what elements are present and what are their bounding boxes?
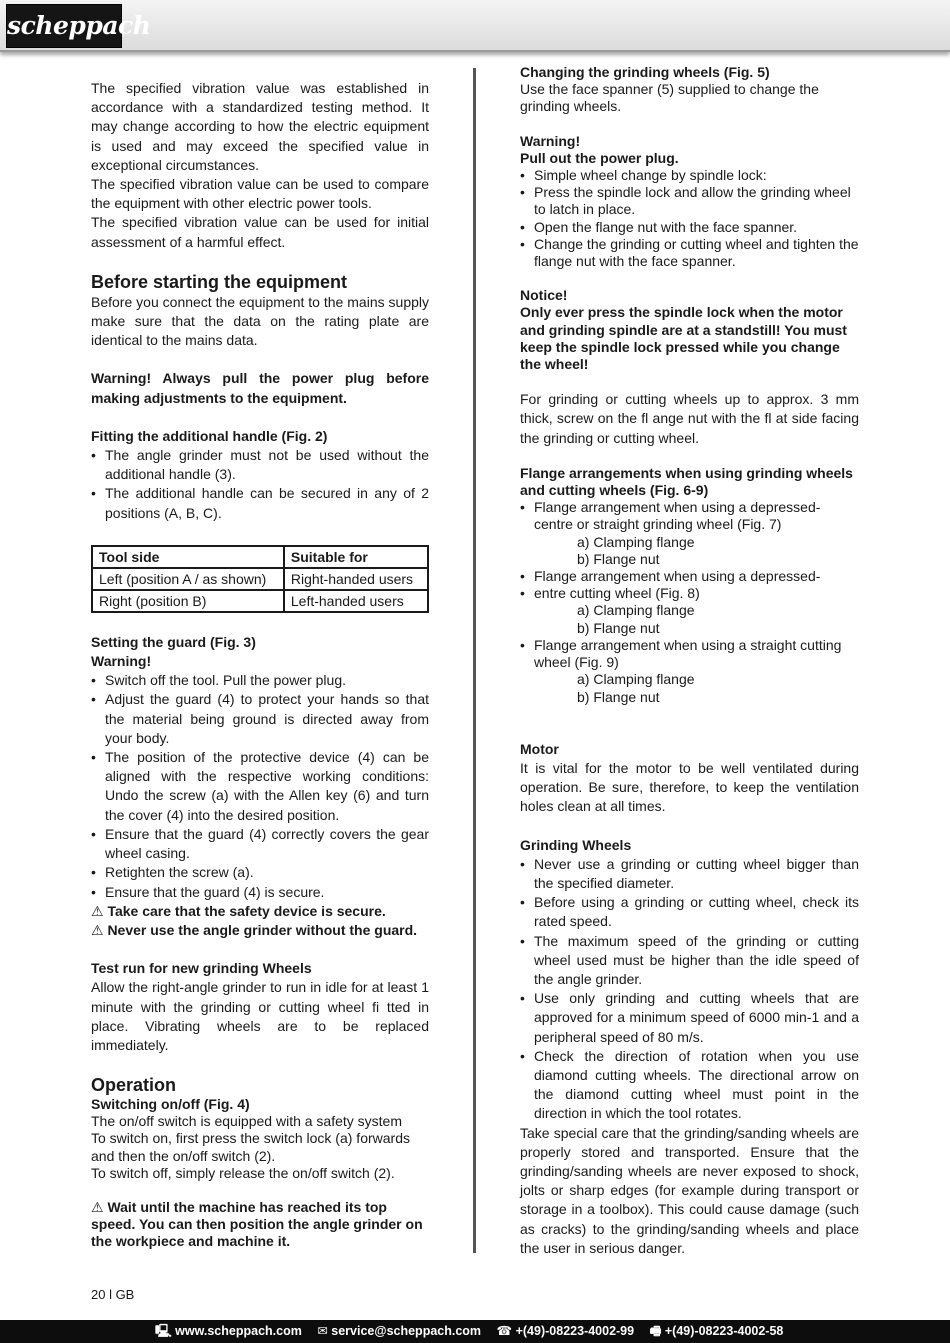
section-heading-before-starting: Before starting the equipment <box>91 271 348 292</box>
list-item: • entre cutting wheel (Fig. 8) <box>520 585 859 602</box>
switch-line: To switch off, simply release the on/off switch (2). <box>91 1164 395 1181</box>
table-row <box>92 568 428 590</box>
changing-warning-sub: Pull out the power plug. <box>520 149 679 166</box>
guard-list <box>91 671 429 901</box>
computer-icon: 🖳 <box>155 1324 172 1338</box>
guard-warning: Warning! <box>91 653 152 670</box>
table-header-tool-side: Tool side <box>92 546 284 568</box>
list-item: • The maximum speed of the grinding or cutting wheel used must be higher than the idle speed of the angle grinder. <box>520 932 859 990</box>
list-item: • Flange arrangement when using a depressed-centre or straight grinding wheel (Fig. 7) <box>520 499 859 533</box>
table-header-row <box>92 546 428 568</box>
table-cell: Right (position B) <box>92 590 284 612</box>
list-item: • Flange arrangement when using a straight cutting wheel (Fig. 9) <box>520 637 859 671</box>
list-item: • Ensure that the guard (4) correctly covers the gear wheel casing. <box>91 825 429 863</box>
switch-line: The on/off switch is equipped with a safety system <box>91 1113 403 1130</box>
wheels-heading: Grinding Wheels <box>520 836 632 853</box>
switch-warning: ⚠ Wait until the machine has reached its top speed. You can then position the angle grinder on the workpiece and machine it. <box>91 1198 423 1250</box>
page-number: 20 l GB <box>91 1287 135 1302</box>
before-starting-warning: Warning! Always pull the power plug before making adjustments to the equipment. <box>91 370 429 406</box>
motor-heading: Motor <box>520 740 559 757</box>
vibration-paragraph-3: The specified vibration value can be used for initial assessment of a harmful effect. <box>91 214 429 250</box>
list-item: • Switch off the tool. Pull the power plug. <box>91 671 429 690</box>
list-item: • The additional handle can be secured in any of 2 positions (A, B, C). <box>91 484 429 522</box>
footer-fax: +(49)-08223-4002-58 <box>664 1324 784 1338</box>
handle-table <box>91 545 429 613</box>
list-item: • Flange arrangement when using a depressed- <box>520 568 859 585</box>
list-item: • Never use a grinding or cutting wheel bigger than the specified diameter. <box>520 855 859 893</box>
before-starting-text: Before you connect the equipment to the mains supply make sure that the data on the rating plate are identical to the mains data. <box>91 293 429 349</box>
motor-text: It is vital for the motor to be well ventilated during operation. Be sure, therefore, to keep the ventilation holes clean at all times. <box>520 759 859 815</box>
list-item: • Ensure that the guard (4) is secure. <box>91 883 429 902</box>
list-item: • Change the grinding or cutting wheel and tighten the flange nut with the face spanner. <box>520 236 859 270</box>
column-divider <box>473 68 476 1253</box>
list-item: • The position of the protective device (4) can be aligned with the respective working conditions: Undo the screw (a) with the Allen key (6) and turn the cover (4) into the desired position. <box>91 748 429 825</box>
changing-heading: Changing the grinding wheels (Fig. 5) <box>520 64 770 80</box>
table-cell: Left (position A / as shown) <box>92 568 284 590</box>
vibration-paragraph-2: The specified vibration value can be used to compare the equipment with other electric power tools. <box>91 176 429 212</box>
guard-heading: Setting the guard (Fig. 3) <box>91 633 256 650</box>
vibration-paragraph-1: The specified vibration value was established in accordance with a standardized testing method. It may change according to how the electric equipment is used and may exceed the specified value in exceptional circumstances. <box>91 80 429 173</box>
wheels-storage-text: Take special care that the grinding/sanding wheels are properly stored and transported. Ensure that the grinding/sanding wheels are never exposed to shock, jolts or sharp edges (for example during transport or storage in a toolbox). This could cause damage (such as cracks) to the grinding/sanding wheels and place the user in serious danger. <box>520 1124 859 1256</box>
phone-icon: ☎ <box>496 1324 513 1338</box>
flange-nut: b) Flange nut <box>577 550 660 567</box>
list-item: • Check the direction of rotation when you use diamond cutting wheels. The directional arrow on the diamond cutting wheel must point in the direction in which the tool rotates. <box>520 1047 859 1124</box>
flange-list <box>520 637 859 671</box>
notice-text: Only ever press the spindle lock when the motor and grinding spindle are at a standstill! You must keep the spindle lock pressed while you change the wheel! <box>520 304 847 373</box>
switch-heading: Switching on/off (Fig. 4) <box>91 1096 250 1113</box>
flange-clamping: a) Clamping flange <box>577 671 695 688</box>
email-icon: ✉ <box>317 1324 328 1338</box>
list-item: • Open the flange nut with the face spanner. <box>520 219 859 236</box>
table-cell: Right-handed users <box>284 568 428 590</box>
list-item: • Press the spindle lock and allow the grinding wheel to latch in place. <box>520 184 859 218</box>
flange-clamping: a) Clamping flange <box>577 602 695 619</box>
table-header-suitable-for: Suitable for <box>284 546 428 568</box>
footer-phone: +(49)-08223-4002-99 <box>515 1324 635 1338</box>
table-cell: Left-handed users <box>284 590 428 612</box>
list-item: • Before using a grinding or cutting wheel, check its rated speed. <box>520 893 859 931</box>
fax-icon: 🖷 <box>649 1324 662 1338</box>
flange-clamping: a) Clamping flange <box>577 533 695 550</box>
guard-note-safety-device: ⚠ Take care that the safety device is secure. <box>91 902 386 919</box>
page-header <box>0 0 950 52</box>
switch-line: To switch on, first press the switch lock (a) forwards and then the on/off switch (2). <box>91 1130 410 1164</box>
page-footer <box>0 1320 950 1343</box>
wheels-list <box>520 855 859 1124</box>
change-list <box>520 167 859 270</box>
left-column <box>91 64 429 1251</box>
table-row <box>92 590 428 612</box>
list-item: • Use only grinding and cutting wheels that are approved for a minimum speed of 6000 min-1 and a peripheral speed of 80 m/s. <box>520 989 859 1047</box>
footer-website[interactable]: www.scheppach.com <box>175 1324 302 1338</box>
flange-nut: b) Flange nut <box>577 619 660 636</box>
list-item: • The angle grinder must not be used without the additional handle (3). <box>91 446 429 484</box>
flange-heading: Flange arrangements when using grinding wheels and cutting wheels (Fig. 6-9) <box>520 464 853 499</box>
footer-email[interactable]: service@scheppach.com <box>331 1324 482 1338</box>
flange-nut: b) Flange nut <box>577 688 660 705</box>
testrun-heading: Test run for new grinding Wheels <box>91 960 312 977</box>
handle-list <box>91 446 429 523</box>
flange-list <box>520 568 859 602</box>
list-item: • Adjust the guard (4) to protect your hands so that the material being ground is directed away from your body. <box>91 690 429 748</box>
changing-text: Use the face spanner (5) supplied to change the grinding wheels. <box>520 81 819 115</box>
testrun-text: Allow the right-angle grinder to run in idle for at least 1 minute with the grinding or cutting wheel fi tted in place. Vibrating wheels are to be replaced immediately. <box>91 979 429 1053</box>
list-item: • Simple wheel change by spindle lock: <box>520 167 859 184</box>
cutting-wheel-text: For grinding or cutting wheels up to approx. 3 mm thick, screw on the fl ange nut with the fl at side facing the grinding or cutting wheel. <box>520 391 859 446</box>
handle-heading: Fitting the additional handle (Fig. 2) <box>91 427 328 444</box>
section-heading-operation: Operation <box>91 1075 177 1096</box>
list-item: • Retighten the screw (a). <box>91 863 429 882</box>
right-column <box>520 64 859 1258</box>
scheppach-logo: scheppach <box>6 4 122 48</box>
changing-warning-title: Warning! <box>520 132 581 149</box>
flange-list <box>520 499 859 533</box>
notice-title: Notice! <box>520 287 568 304</box>
guard-note-never-without-guard: ⚠ Never use the angle grinder without the guard. <box>91 921 418 938</box>
